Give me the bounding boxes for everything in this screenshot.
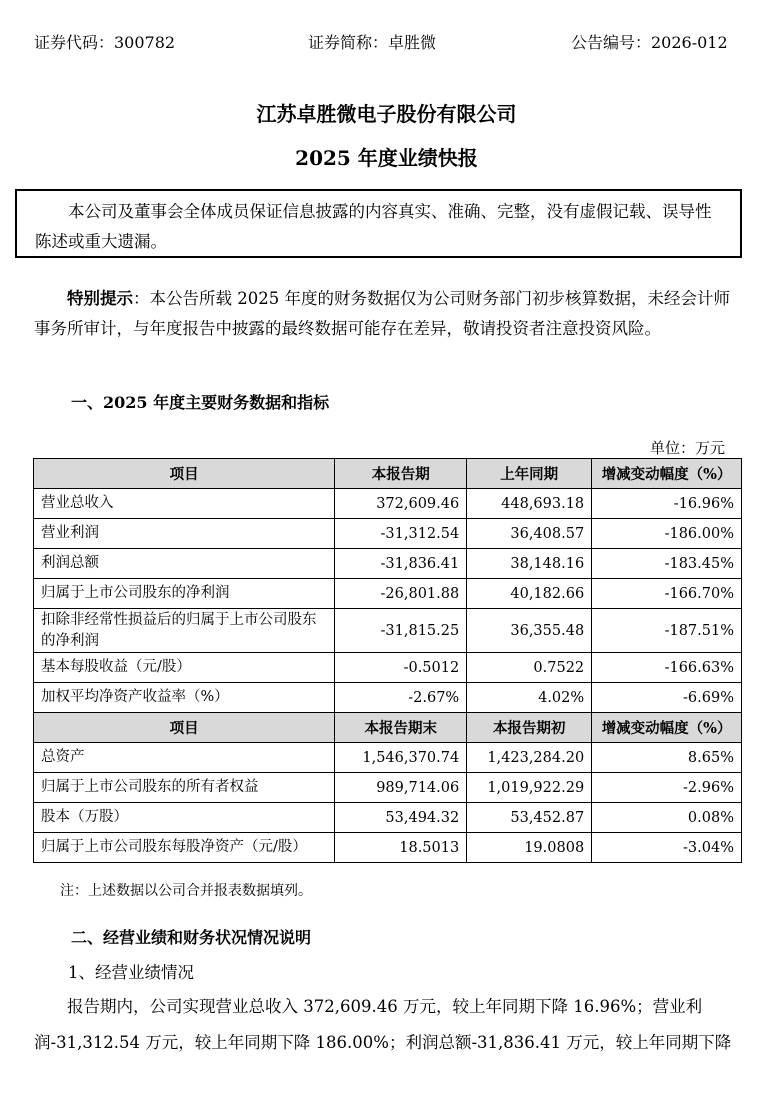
row-label-cell: 归属于上市公司股东的所有者权益 xyxy=(34,773,335,803)
value-cell: 448,693.18 xyxy=(467,489,592,519)
value-cell: 18.5013 xyxy=(335,833,467,863)
value-cell: 19.0808 xyxy=(467,833,592,863)
table-row xyxy=(34,773,742,803)
table-note: 注：上述数据以公司合并报表数据填列。 xyxy=(60,883,312,899)
column-header: 增减变动幅度（%） xyxy=(592,459,742,489)
value-cell: 372,609.46 xyxy=(335,489,467,519)
value-cell: -166.63% xyxy=(592,653,742,683)
value-cell: -31,836.41 xyxy=(335,549,467,579)
column-header: 本报告期 xyxy=(335,459,467,489)
value-cell: 989,714.06 xyxy=(335,773,467,803)
column-header: 项目 xyxy=(34,713,335,743)
operating-results-paragraph: 报告期内，公司实现营业总收入 372,609.46 万元，较上年同期下降 16.96%；营业利润-31,312.54 万元，较上年同期下降 186.00%；利润总额-31,836.41 万元，较上年同期下降 xyxy=(34,997,732,1052)
column-header: 项目 xyxy=(34,459,335,489)
value-cell: 36,355.48 xyxy=(467,609,592,653)
value-cell: 53,494.32 xyxy=(335,803,467,833)
unit-label: 单位：万元 xyxy=(650,439,726,457)
value-cell: 1,423,284.20 xyxy=(467,743,592,773)
row-label-cell: 归属于上市公司股东每股净资产（元/股） xyxy=(34,833,335,863)
table-row xyxy=(34,579,742,609)
value-cell: 4.02% xyxy=(467,683,592,713)
table-row xyxy=(34,489,742,519)
row-label-cell: 总资产 xyxy=(34,743,335,773)
value-cell: 0.08% xyxy=(592,803,742,833)
column-header: 本报告期初 xyxy=(467,713,592,743)
value-cell: -26,801.88 xyxy=(335,579,467,609)
company-name: 江苏卓胜微电子股份有限公司 xyxy=(256,102,517,126)
table-row xyxy=(34,833,742,863)
column-header: 上年同期 xyxy=(467,459,592,489)
special-tip-text: ：本公告所载 2025 年度的财务数据仅为公司财务部门初步核算数据，未经会计师事务所审计，与年度报告中披露的最终数据可能存在差异，敬请投资者注意投资风险。 xyxy=(34,289,730,338)
special-tip-label: 特别提示 xyxy=(67,289,133,308)
value-cell: -183.45% xyxy=(592,549,742,579)
row-label-cell: 股本（万股） xyxy=(34,803,335,833)
value-cell: -3.04% xyxy=(592,833,742,863)
column-header: 增减变动幅度（%） xyxy=(592,713,742,743)
table-row xyxy=(34,683,742,713)
value-cell: -187.51% xyxy=(592,609,742,653)
value-cell: 8.65% xyxy=(592,743,742,773)
row-label-cell: 归属于上市公司股东的净利润 xyxy=(34,579,335,609)
value-cell: 40,182.66 xyxy=(467,579,592,609)
value-cell: 38,148.16 xyxy=(467,549,592,579)
value-cell: -0.5012 xyxy=(335,653,467,683)
table-row xyxy=(34,743,742,773)
financial-data-table xyxy=(33,458,742,863)
value-cell: 1,019,922.29 xyxy=(467,773,592,803)
announcement-number: 公告编号：2026-012 xyxy=(571,33,728,52)
value-cell: -2.67% xyxy=(335,683,467,713)
special-tip xyxy=(34,284,730,344)
section-1-title: 一、2025 年度主要财务数据和指标 xyxy=(71,393,330,412)
value-cell: -6.69% xyxy=(592,683,742,713)
stock-abbreviation: 证券简称：卓胜微 xyxy=(308,33,437,52)
value-cell: -2.96% xyxy=(592,773,742,803)
value-cell: -186.00% xyxy=(592,519,742,549)
table-row xyxy=(34,549,742,579)
row-label-cell: 利润总额 xyxy=(34,549,335,579)
document-title: 2025 年度业绩快报 xyxy=(295,146,478,170)
value-cell: 1,546,370.74 xyxy=(335,743,467,773)
disclosure-notice-box xyxy=(15,189,742,258)
stock-code: 证券代码：300782 xyxy=(34,33,176,52)
value-cell: -31,312.54 xyxy=(335,519,467,549)
row-label-cell: 扣除非经常性损益后的归属于上市公司股东的净利润 xyxy=(34,609,335,653)
table-row xyxy=(34,519,742,549)
disclosure-notice-text: 本公司及董事会全体成员保证信息披露的内容真实、准确、完整，没有虚假记载、误导性陈述或重大遗漏。 xyxy=(35,202,712,251)
value-cell: 36,408.57 xyxy=(467,519,592,549)
row-label-cell: 基本每股收益（元/股） xyxy=(34,653,335,683)
value-cell: 0.7522 xyxy=(467,653,592,683)
table-row xyxy=(34,653,742,683)
subsection-1-title: 1、经营业绩情况 xyxy=(68,963,194,982)
row-label-cell: 营业利润 xyxy=(34,519,335,549)
value-cell: 53,452.87 xyxy=(467,803,592,833)
financial-table-body xyxy=(34,459,742,863)
value-cell: -16.96% xyxy=(592,489,742,519)
value-cell: -31,815.25 xyxy=(335,609,467,653)
section-2-title: 二、经营业绩和财务状况情况说明 xyxy=(71,928,312,947)
value-cell: -166.70% xyxy=(592,579,742,609)
table-row xyxy=(34,803,742,833)
row-label-cell: 加权平均净资产收益率（%） xyxy=(34,683,335,713)
table-header-row xyxy=(34,713,742,743)
table-header-row xyxy=(34,459,742,489)
column-header: 本报告期末 xyxy=(335,713,467,743)
row-label-cell: 营业总收入 xyxy=(34,489,335,519)
table-row xyxy=(34,609,742,653)
